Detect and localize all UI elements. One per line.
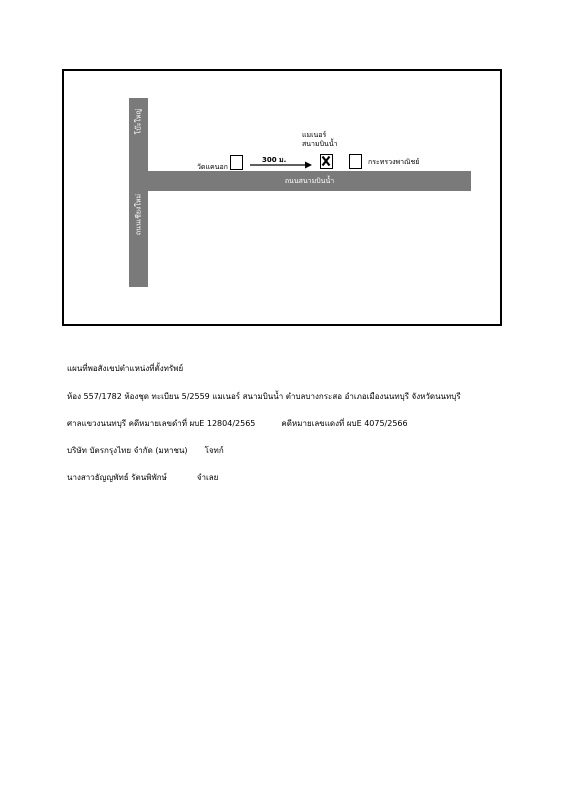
plaintiff-name: บริษัท บัตรกรุงไทย จำกัด (มหาชน) xyxy=(67,446,188,455)
direction-arrow-icon xyxy=(250,161,312,169)
temple-marker xyxy=(230,155,243,170)
caption-court xyxy=(67,417,408,430)
ministry-marker xyxy=(349,154,362,169)
target-label xyxy=(302,131,338,149)
defendant-role: จำเลย xyxy=(196,473,219,482)
plaintiff-role: โจทก์ xyxy=(204,446,224,455)
ministry-label: กระทรวงพาณิชย์ xyxy=(368,158,420,166)
road-top-label: โบ๊ะใหญ่ xyxy=(134,108,143,135)
road-main-label: ถนนสนามบินน้ำ xyxy=(284,177,335,185)
temple-label: วัดแคนอก xyxy=(197,163,228,171)
road-side-label: ถนนเชียงใหม่ xyxy=(134,193,143,236)
target-label-line2: สนามบินน้ำ xyxy=(302,140,338,148)
target-label-line1: แมเนอร์ xyxy=(302,131,327,139)
court-case-black: ศาลแขวงนนทบุรี คดีหมายเลขดำที่ ผบE 12804/2565 xyxy=(67,419,256,428)
caption-plaintiff xyxy=(67,444,224,457)
distance-label: 300 ม. xyxy=(262,156,287,164)
caption-address: ห้อง 557/1782 ห้องชุด ทะเบียน 5/2559 แมเนอร์ สนามบินน้ำ ตำบลบางกระสอ อำเภอเมืองนนทบุรี จังหวัดนนทบุรี xyxy=(67,392,461,401)
caption-defendant xyxy=(67,471,218,484)
location-map xyxy=(62,69,502,326)
target-marker-x-icon xyxy=(320,154,333,169)
defendant-name: นางสาวธัญญพัทธ์ รัตนพิพักษ์ xyxy=(67,473,167,482)
caption-title: แผนที่พอสังเขปตำแหน่งที่ตั้งทรัพย์ xyxy=(67,364,184,373)
court-case-red: คดีหมายเลขแดงที่ ผบE 4075/2566 xyxy=(281,419,408,428)
